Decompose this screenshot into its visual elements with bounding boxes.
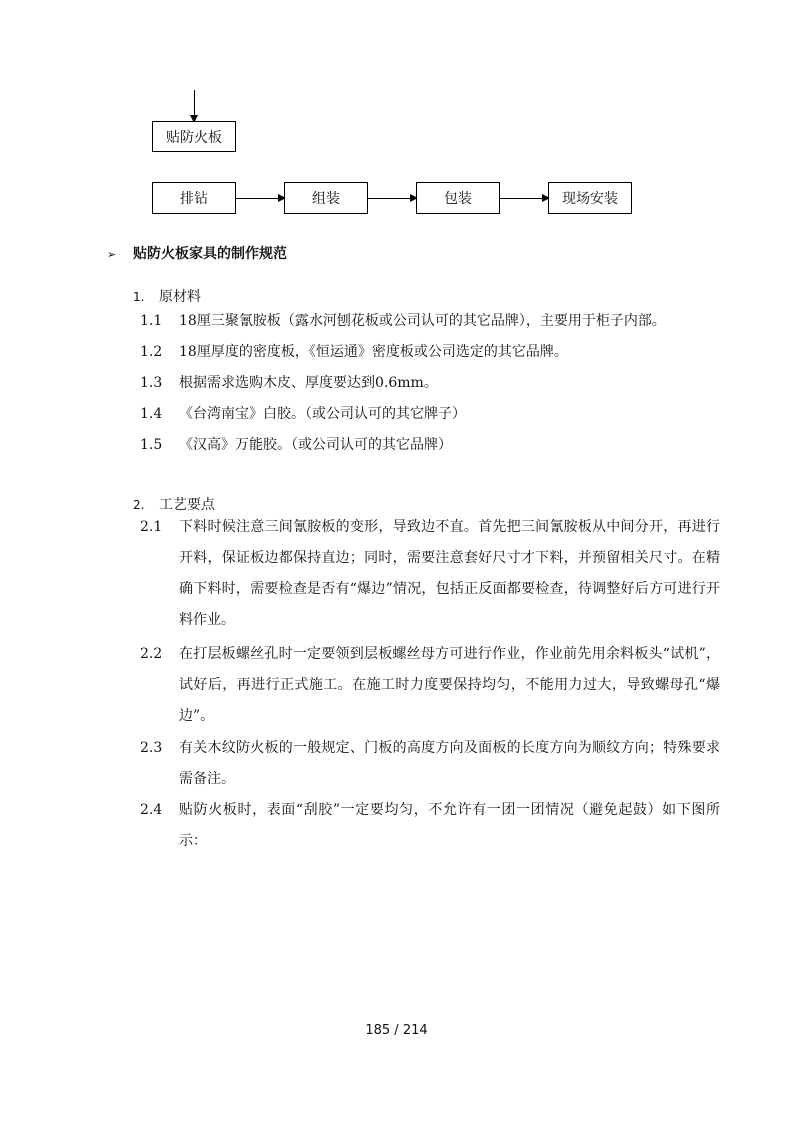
section1-title bbox=[133, 286, 201, 306]
page-number: 185 / 214 bbox=[365, 1023, 428, 1038]
flow-arrow-1 bbox=[236, 198, 285, 199]
item-number: 2.4 bbox=[140, 802, 163, 818]
item-number: 2.1 bbox=[140, 519, 163, 535]
list-item bbox=[140, 368, 720, 399]
item-text: 18厘三聚氰胺板（露水河刨花板或公司认可的其它品牌），主要用于柜子内部。 bbox=[179, 313, 666, 329]
item-number: 2.2 bbox=[140, 646, 163, 662]
flow-arrow-2 bbox=[368, 198, 417, 199]
section-heading bbox=[107, 243, 287, 263]
flow-arrow-in bbox=[194, 90, 195, 122]
item-number: 1.1 bbox=[140, 313, 163, 329]
item-text: 根据需求选购木皮、厚度要达到0.6mm。 bbox=[179, 375, 438, 391]
item-text: 贴防火板时，表面“刮胶”一定要均匀，不允许有一团一团情况（避免起鼓）如下图所示： bbox=[179, 802, 720, 849]
item-text: 有关木纹防火板的一般规定、门板的高度方向及面板的长度方向为顺纹方向；特殊要求需备注。 bbox=[179, 740, 720, 787]
section2-number: 2. bbox=[133, 498, 145, 512]
list-item bbox=[140, 337, 720, 368]
flow-arrow-3 bbox=[500, 198, 549, 199]
flow-box-top: 贴防火板 bbox=[152, 121, 236, 152]
item-number: 1.5 bbox=[140, 437, 163, 453]
list-item bbox=[140, 639, 720, 732]
list-item bbox=[140, 512, 720, 636]
list-item bbox=[140, 306, 720, 337]
list-item bbox=[140, 399, 720, 430]
item-text: 18厘厚度的密度板，《恒运通》密度板或公司选定的其它品牌。 bbox=[179, 344, 568, 360]
flow-box-3: 包装 bbox=[416, 182, 500, 214]
flow-box-1: 排钻 bbox=[152, 182, 236, 214]
section2-title bbox=[133, 494, 215, 514]
heading-text: 贴防火板家具的制作规范 bbox=[133, 246, 287, 262]
item-number: 1.4 bbox=[140, 406, 163, 422]
item-text: 《台湾南宝》白胶。（或公司认可的其它牌子） bbox=[179, 406, 466, 422]
item-text: 《汉高》万能胶。（或公司认可的其它品牌） bbox=[179, 437, 452, 453]
item-number: 2.3 bbox=[140, 740, 163, 756]
list-item bbox=[140, 733, 720, 795]
item-number: 1.2 bbox=[140, 344, 163, 360]
item-number: 1.3 bbox=[140, 375, 163, 391]
arrow-bullet-icon: ➢ bbox=[107, 248, 117, 261]
section1-number: 1. bbox=[133, 290, 145, 304]
item-text: 在打层板螺丝孔时一定要领到层板螺丝母方可进行作业，作业前先用余料板头“试机”，试好后，再进行正式施工。在施工时力度要保持均匀，不能用力过大，导致螺母孔“爆边”。 bbox=[179, 646, 720, 724]
list-item bbox=[140, 795, 720, 857]
section2-label: 工艺要点 bbox=[159, 497, 215, 513]
flow-box-2: 组装 bbox=[284, 182, 368, 214]
flow-box-4: 现场安装 bbox=[548, 182, 632, 214]
list-item bbox=[140, 430, 720, 461]
item-text: 下料时候注意三间氰胺板的变形，导致边不直。首先把三间氰胺板从中间分开，再进行开料，保证板边都保持直边；同时，需要注意套好尺寸才下料，并预留相关尺寸。在精确下料时，需要检查是否有“爆边”情况，包括正反面都要检查，待调整好后方可进行开料作业。 bbox=[179, 519, 720, 628]
section1-label: 原材料 bbox=[159, 289, 201, 305]
